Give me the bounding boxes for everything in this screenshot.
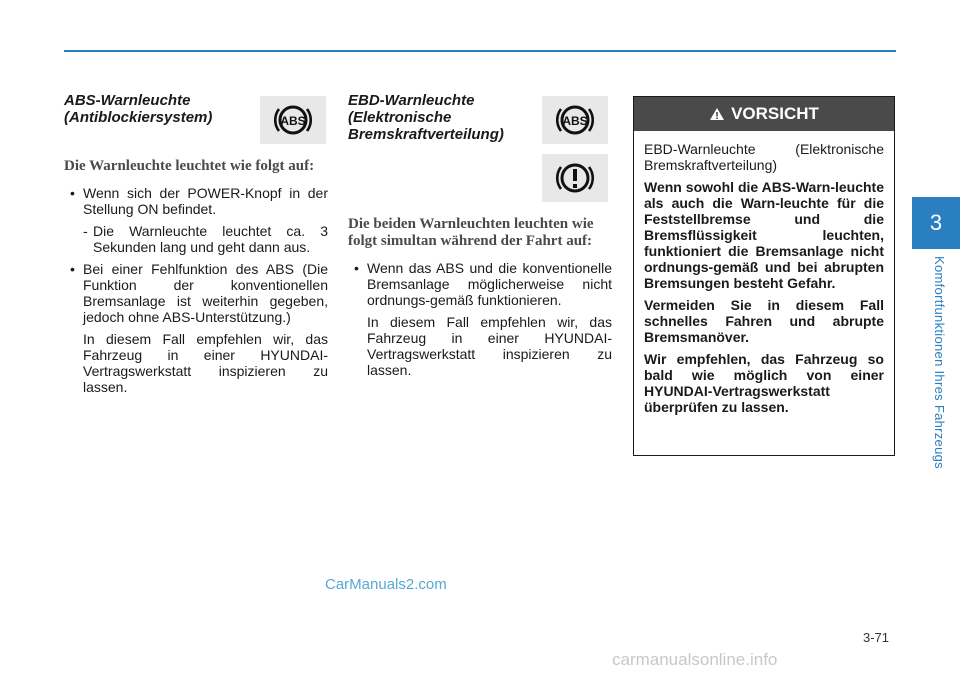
caution-label: VORSICHT [731, 104, 819, 123]
watermark: CarManuals2.com [325, 576, 447, 593]
caution-body [634, 131, 894, 415]
section-abs-list [64, 185, 328, 217]
section-ebd-title: EBD-Warnleuchte (Elektronische Bremskraftverteilung) [348, 92, 504, 143]
chapter-number-tab: 3 [912, 197, 960, 249]
warning-triangle-icon [709, 107, 725, 121]
section-abs-list-2 [64, 261, 328, 325]
section-ebd-list [348, 260, 612, 308]
svg-text:ABS: ABS [562, 114, 588, 128]
section-ebd-heading-row [348, 92, 612, 146]
svg-text:ABS: ABS [280, 114, 306, 128]
section-ebd-paragraph: In diesem Fall empfehlen wir, das Fahrzeug in einer HYUNDAI-Vertragswerkstatt inspizieren zu lassen. [367, 314, 612, 378]
chapter-title-vertical: Komfortfunktionen Ihres Fahrzeugs [932, 256, 947, 469]
bottom-watermark: carmanualsonline.info [612, 650, 778, 669]
page-number: 3-71 [863, 630, 890, 645]
section-abs-subhead: Die Warnleuchte leuchtet wie folgt auf: [64, 158, 315, 174]
abs-warning-icon [542, 96, 608, 144]
list-item-dash: - Die Warnleuchte leuchtet ca. 3 Sekunden lang und geht dann aus. [83, 223, 328, 255]
top-rule [64, 50, 896, 52]
caution-paragraph-2: Vermeiden Sie in diesem Fall schnelles Fahren und abrupte Bremsmanöver. [644, 297, 884, 345]
section-abs-warning [64, 92, 328, 401]
list-item: • Bei einer Fehlfunktion des ABS (Die Funktion der konventionellen Bremsanlage ist weiterhin gegeben, jedoch ohne ABS-Unterstützung.) [64, 261, 328, 325]
caution-lead: EBD-Warnleuchte (Elektronische Bremskraftverteilung) [644, 141, 884, 173]
section-abs-title: ABS-Warnleuchte (Antiblockiersystem) [64, 92, 213, 126]
abs-warning-icon [260, 96, 326, 144]
caution-paragraph-1: Wenn sowohl die ABS-Warn-leuchte als auch die Warn-leuchte für die Feststellbremse und die Bremsflüssigkeit leuchten, funktioniert die Bremsanlage nicht ordnungs-gemäß und bei abrupten Bremsungen besteht Gefahr. [644, 179, 884, 291]
section-ebd-subhead: Die beiden Warnleuchten leuchten wie folgt simultan während der Fahrt auf: [348, 216, 594, 249]
caution-header [634, 97, 894, 131]
section-abs-heading-row [64, 92, 328, 146]
section-abs-paragraph: In diesem Fall empfehlen wir, das Fahrzeug in einer HYUNDAI-Vertragswerkstatt inspizieren zu lassen. [83, 331, 328, 395]
brake-warning-icon [542, 154, 608, 202]
list-item: • Wenn das ABS und die konventionelle Bremsanlage möglicherweise nicht ordnungs-gemäß funktionieren. [348, 260, 612, 308]
caution-box [633, 96, 895, 456]
caution-paragraph-3: Wir empfehlen, das Fahrzeug so bald wie möglich von einer HYUNDAI-Vertragswerkstatt überprüfen zu lassen. [644, 351, 884, 415]
list-item: • Wenn sich der POWER-Knopf in der Stellung ON befindet. [64, 185, 328, 217]
section-ebd-warning [348, 92, 612, 384]
